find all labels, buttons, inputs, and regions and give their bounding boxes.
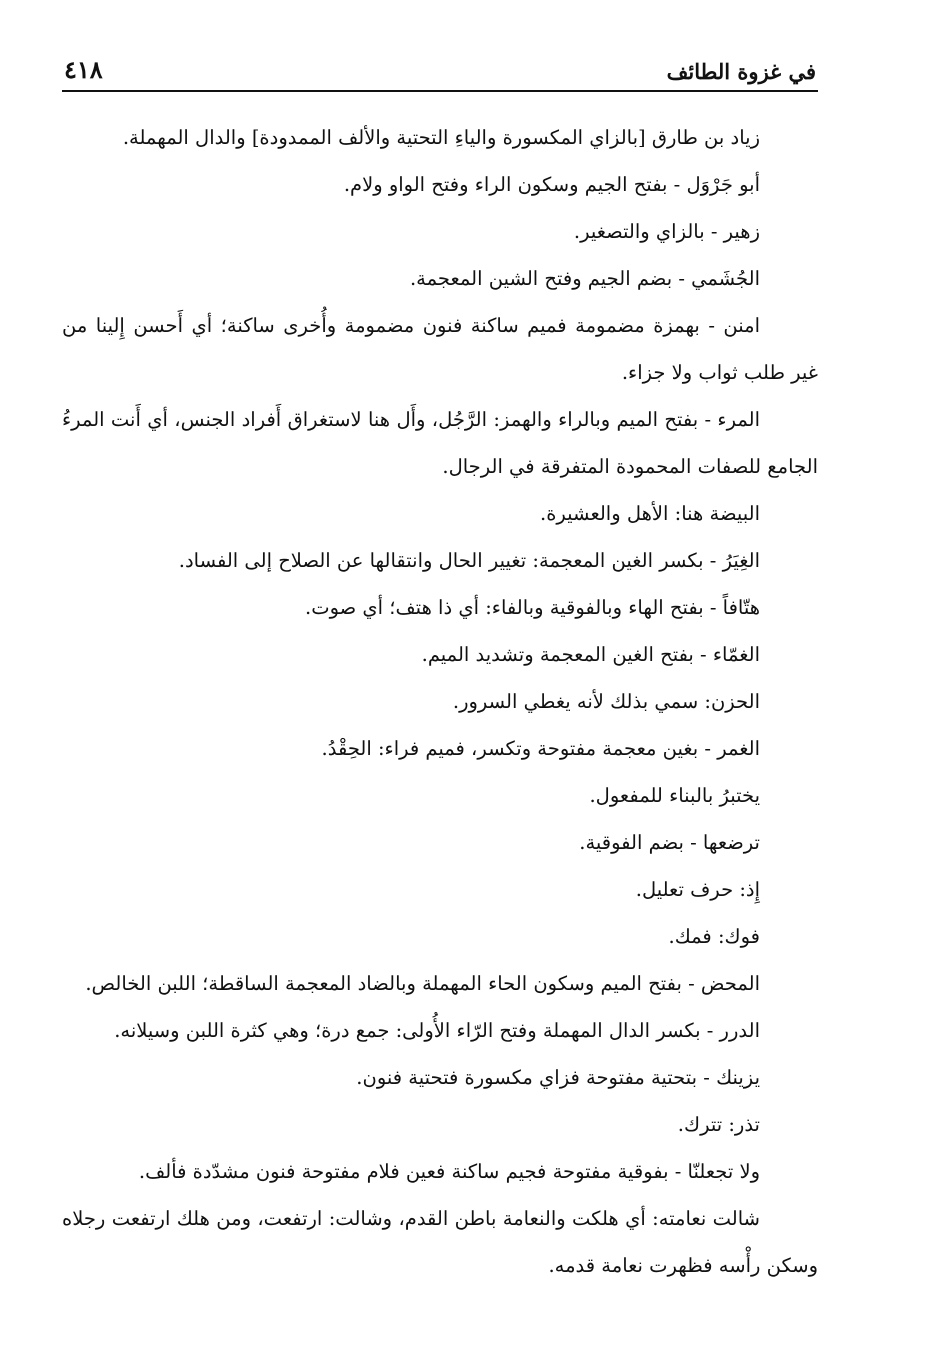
glossary-entry: شالت نعامته: أي هلكت والنعامة باطن القدم، وشالت: ارتفعت، ومن هلك ارتفعت رجلاه وسكن رأْسه فظهرت نعامة قدمه. — [62, 1207, 818, 1277]
glossary-entries — [62, 114, 818, 1289]
glossary-entry: إِذ: حرف تعليل. — [635, 878, 760, 901]
glossary-entry: الجُشَمي - بضم الجيم وفتح الشين المعجمة. — [409, 267, 760, 290]
glossary-entry: ولا تجعلنّا - بفوقية مفتوحة فجيم ساكنة فعين فلام مفتوحة فنون مشدّدة فألف. — [138, 1160, 760, 1183]
glossary-entry: الغِيَرُ - بكسر الغين المعجمة: تغيير الحال وانتقالها عن الصلاح إلى الفساد. — [178, 549, 760, 572]
glossary-entry: الغمر - بغين معجمة مفتوحة وتكسر، فميم فراء: الحِقْدُ. — [321, 737, 760, 760]
glossary-entry: المحض - بفتح الميم وسكون الحاء المهملة وبالضاد المعجمة الساقطة؛ اللبن الخالص. — [85, 972, 760, 995]
glossary-entry: الحزن: سمي بذلك لأنه يغطي السرور. — [452, 690, 760, 713]
glossary-entry: يختبرُ بالبناء للمفعول. — [589, 784, 760, 807]
glossary-entry: الدرر - بكسر الدال المهملة وفتح الرّاء الأُولى: جمع درة؛ وهي كثرة اللبن وسيلانه. — [114, 1019, 760, 1042]
glossary-entry: امنن - بهمزة مضمومة فميم ساكنة فنون مضمومة وأُخرى ساكنة؛ أي أَحسن إِلينا من غير طلب ثواب ولا جزاء. — [62, 314, 818, 384]
glossary-entry: فوك: فمك. — [668, 925, 760, 948]
glossary-entry: أبو جَرْوَل - بفتح الجيم وسكون الراء وفتح الواو ولام. — [343, 173, 760, 196]
glossary-entry: زياد بن طارق [بالزاي المكسورة والياءِ التحتية والألف الممدودة] والدال المهملة. — [122, 126, 760, 149]
glossary-entry: يزينك - بتحتية مفتوحة فزاي مكسورة فتحتية فنون. — [356, 1066, 760, 1089]
glossary-entry: المرء - بفتح الميم وبالراء والهمز: الرَّجُل، وأَل هنا لاستغراق أَفراد الجنس، أي أَنت المرءُ الجامع للصفات المحمودة المتفرقة في الرجال. — [62, 408, 818, 478]
glossary-entry: الغمّاء - بفتح الغين المعجمة وتشديد الميم. — [421, 643, 760, 666]
page-number: ٤١٨ — [64, 55, 103, 84]
book-page — [62, 50, 818, 1330]
running-title: في غزوة الطائف — [666, 59, 816, 84]
glossary-entry: ترضعها - بضم الفوقية. — [579, 831, 760, 854]
glossary-entry: البيضة هنا: الأهل والعشيرة. — [540, 502, 760, 525]
glossary-entry: زهير - بالزاي والتصغير. — [573, 220, 760, 243]
glossary-entry: هتّافاً - بفتح الهاء وبالفوقية وبالفاء: أي ذا هتف؛ أي صوت. — [305, 596, 760, 619]
glossary-entry: تذر: تترك. — [677, 1113, 760, 1136]
page-header — [62, 50, 818, 92]
